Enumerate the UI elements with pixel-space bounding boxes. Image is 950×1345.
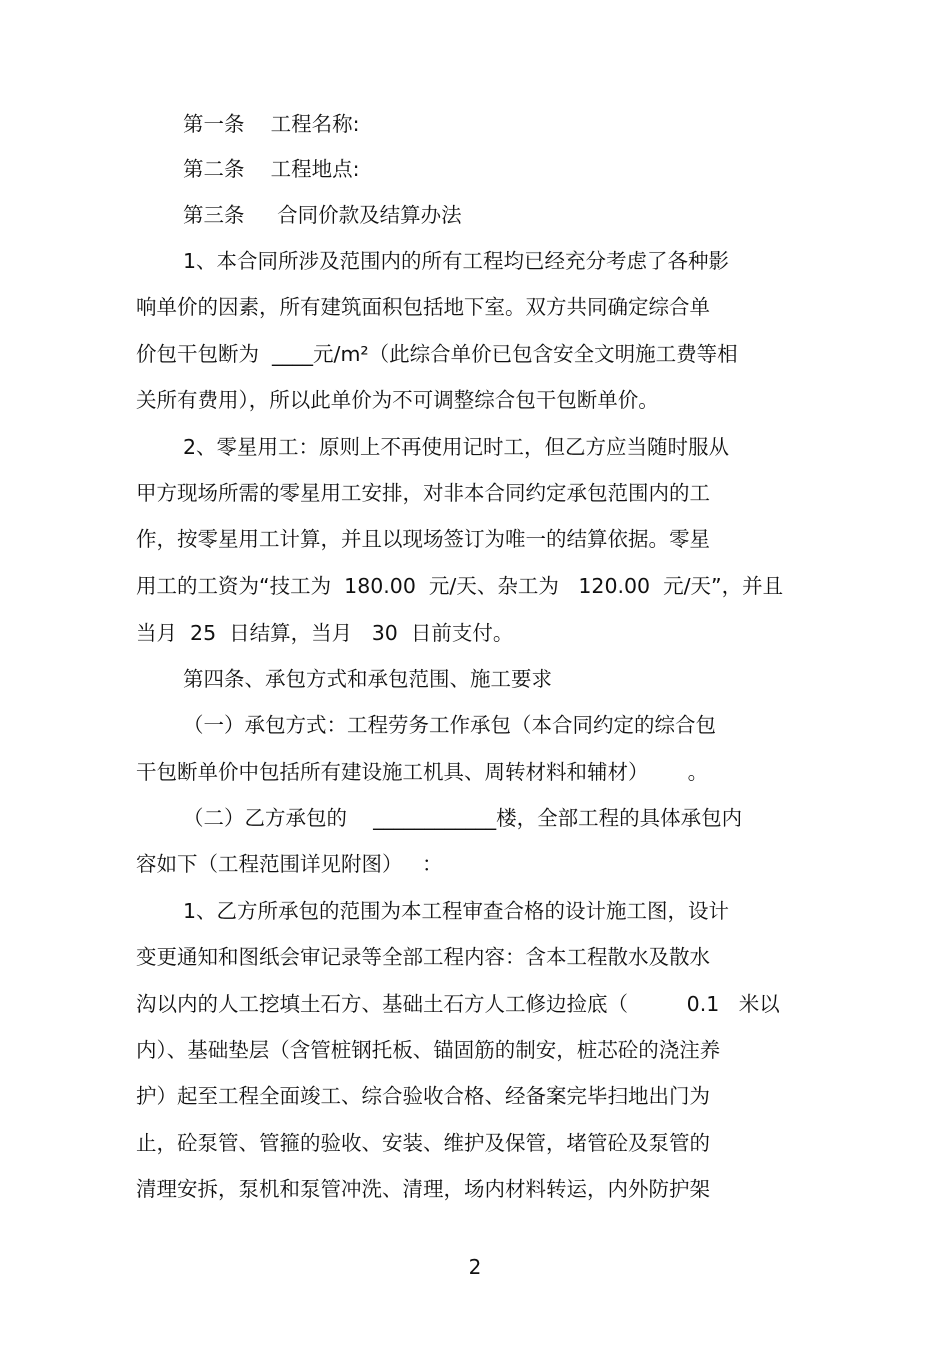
- text-line: 内）、基础垫层（含管桩钢托板、锚固筋的制安，桩芯砼的浇注养: [136, 1038, 721, 1062]
- text-line: （一）承包方式：工程劳务工作承包（本合同约定的综合包: [183, 713, 716, 737]
- text-line: 响单价的因素，所有建筑面积包括地下室。双方共同确定综合单: [136, 295, 710, 319]
- text-line: 当月 25 日结算，当月 30 日前支付。: [136, 621, 514, 645]
- text-line: 甲方现场所需的零星用工安排，对非本合同约定承包范围内的工: [136, 481, 710, 505]
- text-line: 止，砼泵管、管箍的验收、安装、维护及保管，堵管砼及泵管的: [136, 1131, 710, 1155]
- text-line: 第三条 合同价款及结算办法: [183, 203, 462, 227]
- page-number: 2: [468, 1255, 482, 1279]
- text-line: 沟以内的人工挖填土石方、基础土石方人工修边捡底（ 0.1 米以: [136, 992, 780, 1016]
- text-line: 干包断单价中包括所有建设施工机具、周转材料和辅材） 。: [136, 760, 709, 784]
- text-line: 价包干包断为 ____元/m²（此综合单价已包含安全文明施工费等相: [136, 342, 738, 366]
- text-line: 第二条 工程地点:: [183, 157, 360, 181]
- text-line: 清理安拆，泵机和泵管冲洗、清理，场内材料转运，内外防护架: [136, 1177, 710, 1201]
- text-line: 第一条 工程名称:: [183, 112, 360, 136]
- text-line: 作，按零星用工计算，并且以现场签订为唯一的结算依据。零星: [136, 527, 710, 551]
- text-line: 变更通知和图纸会审记录等全部工程内容：含本工程散水及散水: [136, 945, 710, 969]
- text-line: 用工的工资为“技工为 180.00 元/天、杂工为 120.00 元/天”，并且: [136, 574, 784, 598]
- text-line: 1、本合同所涉及范围内的所有工程均已经充分考虑了各种影: [183, 249, 730, 273]
- text-line: 第四条、承包方式和承包范围、施工要求: [183, 667, 552, 691]
- text-line: 护）起至工程全面竣工、综合验收合格、经备案完毕扫地出门为: [136, 1084, 710, 1108]
- text-line: 关所有费用），所以此单价为不可调整综合包干包断单价。: [136, 388, 659, 412]
- text-line: 1、乙方所承包的范围为本工程审查合格的设计施工图，设计: [183, 899, 730, 923]
- text-line: 容如下（工程范围详见附图） ：: [136, 852, 443, 876]
- text-line: （二）乙方承包的 ____________楼，全部工程的具体承包内: [183, 806, 743, 830]
- text-line: 2、零星用工：原则上不再使用记时工，但乙方应当随时服从: [183, 435, 730, 459]
